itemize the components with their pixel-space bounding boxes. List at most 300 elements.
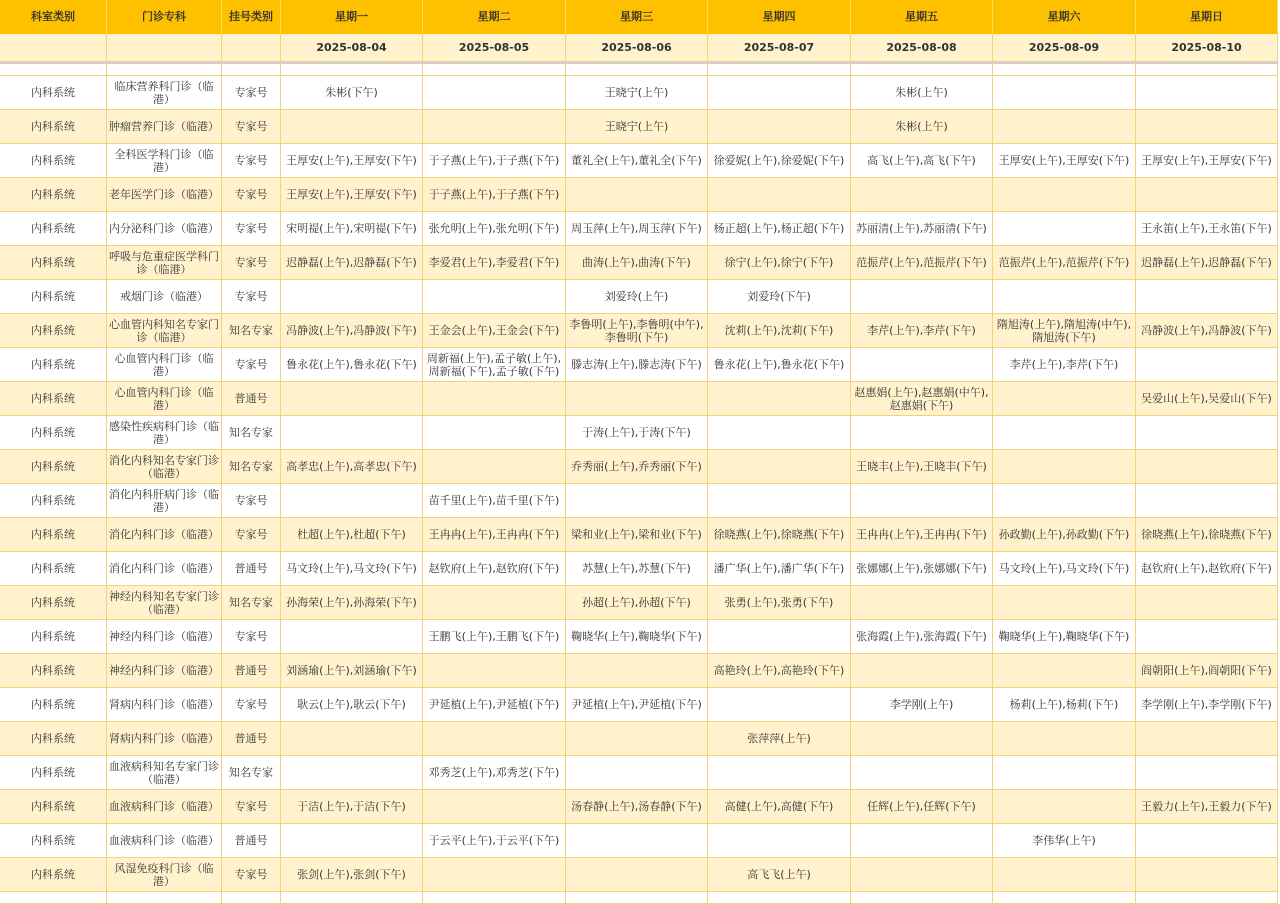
blank-row	[0, 892, 1278, 904]
date-sun: 2025-08-10	[1136, 34, 1278, 62]
schedule-cell-tue: 于云平(上午),于云平(下午)	[423, 824, 566, 858]
schedule-cell-tue: 王鹏飞(上午),王鹏飞(下午)	[423, 620, 566, 654]
table-row	[0, 484, 1278, 518]
schedule-cell-thu: 张勇(上午),张勇(下午)	[708, 586, 851, 620]
schedule-cell-sun: 赵钦府(上午),赵钦府(下午)	[1136, 552, 1278, 586]
schedule-cell-sat	[993, 790, 1136, 824]
clinic-cell: 消化内科知名专家门诊（临港）	[107, 450, 222, 484]
table-row	[0, 178, 1278, 212]
schedule-cell-fri: 朱彬(上午)	[851, 76, 993, 110]
schedule-cell-sat: 杨莉(上午),杨莉(下午)	[993, 688, 1136, 722]
schedule-cell-fri	[851, 824, 993, 858]
date-blank-cell	[0, 34, 107, 62]
blank-cell	[423, 892, 566, 904]
schedule-cell-thu	[708, 416, 851, 450]
header-thu: 星期四	[708, 0, 851, 34]
category-cell: 内科系统	[0, 484, 107, 518]
spacer-cell	[566, 62, 708, 76]
date-sat: 2025-08-09	[993, 34, 1136, 62]
schedule-cell-mon: 杜超(上午),杜超(下午)	[281, 518, 423, 552]
schedule-cell-mon: 鲁永花(上午),鲁永花(下午)	[281, 348, 423, 382]
schedule-cell-sun: 吴爱山(上午),吴爱山(下午)	[1136, 382, 1278, 416]
table-row	[0, 144, 1278, 178]
schedule-cell-tue	[423, 76, 566, 110]
schedule-cell-fri	[851, 484, 993, 518]
schedule-cell-sun	[1136, 178, 1278, 212]
schedule-cell-wed: 梁和业(上午),梁和业(下午)	[566, 518, 708, 552]
schedule-cell-sun	[1136, 348, 1278, 382]
blank-cell	[1136, 892, 1278, 904]
table-row	[0, 450, 1278, 484]
category-cell: 内科系统	[0, 688, 107, 722]
blank-cell	[993, 892, 1136, 904]
blank-cell	[851, 892, 993, 904]
header-sat: 星期六	[993, 0, 1136, 34]
schedule-cell-wed: 鞠晓华(上午),鞠晓华(下午)	[566, 620, 708, 654]
reg-type-cell: 专家号	[222, 246, 281, 280]
schedule-cell-fri	[851, 416, 993, 450]
schedule-cell-thu	[708, 110, 851, 144]
spacer-cell	[1136, 62, 1278, 76]
table-row	[0, 654, 1278, 688]
schedule-cell-thu: 高飞飞(上午)	[708, 858, 851, 892]
schedule-cell-sat	[993, 586, 1136, 620]
schedule-cell-mon	[281, 110, 423, 144]
schedule-cell-wed	[566, 178, 708, 212]
schedule-cell-wed: 滕志涛(上午),滕志涛(下午)	[566, 348, 708, 382]
schedule-cell-tue: 尹延植(上午),尹延植(下午)	[423, 688, 566, 722]
schedule-cell-fri	[851, 280, 993, 314]
schedule-cell-fri: 王冉冉(上午),王冉冉(下午)	[851, 518, 993, 552]
clinic-cell: 血液病科门诊（临港）	[107, 824, 222, 858]
table-row	[0, 722, 1278, 756]
spacer-cell	[281, 62, 423, 76]
schedule-cell-wed	[566, 382, 708, 416]
schedule-cell-fri: 高飞(上午),高飞(下午)	[851, 144, 993, 178]
schedule-cell-mon	[281, 722, 423, 756]
schedule-cell-thu: 刘爱玲(下午)	[708, 280, 851, 314]
schedule-cell-thu: 鲁永花(上午),鲁永花(下午)	[708, 348, 851, 382]
schedule-cell-thu: 沈莉(上午),沈莉(下午)	[708, 314, 851, 348]
schedule-cell-fri: 李学刚(上午)	[851, 688, 993, 722]
schedule-cell-sun	[1136, 756, 1278, 790]
blank-cell	[222, 892, 281, 904]
clinic-cell: 肿瘤营养门诊（临港）	[107, 110, 222, 144]
category-cell: 内科系统	[0, 382, 107, 416]
schedule-cell-tue	[423, 790, 566, 824]
blank-cell	[708, 892, 851, 904]
blank-cell	[566, 892, 708, 904]
schedule-cell-thu	[708, 620, 851, 654]
header-category: 科室类别	[0, 0, 107, 34]
schedule-cell-mon: 刘涵瑜(上午),刘涵瑜(下午)	[281, 654, 423, 688]
blank-cell	[0, 892, 107, 904]
schedule-cell-sat	[993, 416, 1136, 450]
category-cell: 内科系统	[0, 722, 107, 756]
schedule-cell-sun	[1136, 620, 1278, 654]
category-cell: 内科系统	[0, 110, 107, 144]
table-row	[0, 688, 1278, 722]
category-cell: 内科系统	[0, 552, 107, 586]
schedule-cell-mon	[281, 280, 423, 314]
schedule-cell-fri	[851, 722, 993, 756]
schedule-cell-sun: 王厚安(上午),王厚安(下午)	[1136, 144, 1278, 178]
date-fri: 2025-08-08	[851, 34, 993, 62]
schedule-cell-sat: 李芹(上午),李芹(下午)	[993, 348, 1136, 382]
schedule-cell-fri	[851, 348, 993, 382]
schedule-cell-wed: 周玉萍(上午),周玉萍(下午)	[566, 212, 708, 246]
schedule-cell-mon: 冯静波(上午),冯静波(下午)	[281, 314, 423, 348]
schedule-cell-thu: 潘广华(上午),潘广华(下午)	[708, 552, 851, 586]
header-tue: 星期二	[423, 0, 566, 34]
clinic-cell: 心血管内科门诊（临港）	[107, 348, 222, 382]
schedule-cell-fri	[851, 756, 993, 790]
spacer-cell	[222, 62, 281, 76]
category-cell: 内科系统	[0, 212, 107, 246]
schedule-cell-sat	[993, 756, 1136, 790]
schedule-cell-sun	[1136, 484, 1278, 518]
reg-type-cell: 专家号	[222, 518, 281, 552]
reg-type-cell: 普通号	[222, 824, 281, 858]
schedule-cell-wed: 李鲁明(上午),李鲁明(中午),李鲁明(下午)	[566, 314, 708, 348]
schedule-cell-mon	[281, 382, 423, 416]
schedule-cell-sat: 王厚安(上午),王厚安(下午)	[993, 144, 1136, 178]
schedule-cell-tue: 王冉冉(上午),王冉冉(下午)	[423, 518, 566, 552]
schedule-cell-sun	[1136, 280, 1278, 314]
table-row	[0, 586, 1278, 620]
header-clinic: 门诊专科	[107, 0, 222, 34]
schedule-cell-tue: 周新福(上午),孟子敏(上午),周新福(下午),孟子敏(下午)	[423, 348, 566, 382]
reg-type-cell: 专家号	[222, 858, 281, 892]
reg-type-cell: 普通号	[222, 654, 281, 688]
table-row	[0, 756, 1278, 790]
schedule-cell-fri: 张海霞(上午),张海霞(下午)	[851, 620, 993, 654]
reg-type-cell: 普通号	[222, 382, 281, 416]
schedule-cell-mon: 耿云(上午),耿云(下午)	[281, 688, 423, 722]
schedule-cell-sat	[993, 484, 1136, 518]
clinic-cell: 神经内科门诊（临港）	[107, 620, 222, 654]
spacer-cell	[0, 62, 107, 76]
schedule-cell-mon	[281, 824, 423, 858]
schedule-cell-mon: 王厚安(上午),王厚安(下午)	[281, 178, 423, 212]
table-row	[0, 76, 1278, 110]
schedule-cell-tue	[423, 382, 566, 416]
table-row	[0, 518, 1278, 552]
date-tue: 2025-08-05	[423, 34, 566, 62]
schedule-cell-tue	[423, 722, 566, 756]
header-row	[0, 0, 1278, 34]
spacer-cell	[107, 62, 222, 76]
schedule-cell-fri: 李芹(上午),李芹(下午)	[851, 314, 993, 348]
schedule-cell-wed: 王晓宁(上午)	[566, 110, 708, 144]
table-row	[0, 416, 1278, 450]
clinic-cell: 肾病内科门诊（临港）	[107, 688, 222, 722]
schedule-cell-fri	[851, 654, 993, 688]
schedule-cell-sat: 鞠晓华(上午),鞠晓华(下午)	[993, 620, 1136, 654]
schedule-cell-sat: 范振芹(上午),范振芹(下午)	[993, 246, 1136, 280]
table-row	[0, 246, 1278, 280]
table-row	[0, 280, 1278, 314]
schedule-cell-tue	[423, 858, 566, 892]
reg-type-cell: 专家号	[222, 790, 281, 824]
schedule-cell-fri: 王晓丰(上午),王晓丰(下午)	[851, 450, 993, 484]
schedule-cell-wed	[566, 756, 708, 790]
reg-type-cell: 知名专家	[222, 314, 281, 348]
reg-type-cell: 专家号	[222, 620, 281, 654]
reg-type-cell: 专家号	[222, 178, 281, 212]
schedule-cell-mon: 马文玲(上午),马文玲(下午)	[281, 552, 423, 586]
schedule-cell-fri: 苏丽清(上午),苏丽清(下午)	[851, 212, 993, 246]
clinic-cell: 神经内科门诊（临港）	[107, 654, 222, 688]
table-row	[0, 552, 1278, 586]
clinic-cell: 消化内科门诊（临港）	[107, 518, 222, 552]
clinic-cell: 戒烟门诊（临港）	[107, 280, 222, 314]
schedule-cell-thu	[708, 76, 851, 110]
table-row	[0, 348, 1278, 382]
schedule-cell-tue	[423, 280, 566, 314]
category-cell: 内科系统	[0, 280, 107, 314]
schedule-cell-sun: 徐晓燕(上午),徐晓燕(下午)	[1136, 518, 1278, 552]
schedule-cell-mon	[281, 416, 423, 450]
spacer-cell	[708, 62, 851, 76]
schedule-cell-fri: 赵惠娟(上午),赵惠娟(中午),赵惠娟(下午)	[851, 382, 993, 416]
header-reg-type: 挂号类别	[222, 0, 281, 34]
clinic-cell: 心血管内科知名专家门诊（临港）	[107, 314, 222, 348]
schedule-cell-fri: 任辉(上午),任辉(下午)	[851, 790, 993, 824]
spacer-cell	[851, 62, 993, 76]
blank-cell	[107, 892, 222, 904]
header-sun: 星期日	[1136, 0, 1278, 34]
schedule-cell-sun: 冯静波(上午),冯静波(下午)	[1136, 314, 1278, 348]
schedule-cell-thu: 高健(上午),高健(下午)	[708, 790, 851, 824]
clinic-cell: 感染性疾病科门诊（临港）	[107, 416, 222, 450]
schedule-cell-thu	[708, 688, 851, 722]
schedule-cell-sat: 马文玲(上午),马文玲(下午)	[993, 552, 1136, 586]
schedule-cell-mon: 王厚安(上午),王厚安(下午)	[281, 144, 423, 178]
schedule-cell-tue	[423, 586, 566, 620]
schedule-cell-thu	[708, 450, 851, 484]
schedule-cell-thu	[708, 382, 851, 416]
schedule-cell-thu	[708, 178, 851, 212]
schedule-cell-sun: 王毅力(上午),王毅力(下午)	[1136, 790, 1278, 824]
schedule-cell-wed	[566, 484, 708, 518]
schedule-cell-mon: 宋明禔(上午),宋明禔(下午)	[281, 212, 423, 246]
schedule-cell-sat	[993, 382, 1136, 416]
schedule-cell-tue: 苗千里(上午),苗千里(下午)	[423, 484, 566, 518]
category-cell: 内科系统	[0, 76, 107, 110]
schedule-cell-fri	[851, 178, 993, 212]
schedule-cell-wed	[566, 722, 708, 756]
reg-type-cell: 专家号	[222, 212, 281, 246]
schedule-cell-sat	[993, 858, 1136, 892]
reg-type-cell: 知名专家	[222, 416, 281, 450]
schedule-cell-tue	[423, 416, 566, 450]
reg-type-cell: 知名专家	[222, 450, 281, 484]
schedule-cell-mon	[281, 484, 423, 518]
schedule-cell-wed: 刘爱玲(上午)	[566, 280, 708, 314]
schedule-cell-tue: 张允明(上午),张允明(下午)	[423, 212, 566, 246]
schedule-cell-sun: 李学刚(上午),李学刚(下午)	[1136, 688, 1278, 722]
schedule-cell-sat: 隋旭涛(上午),隋旭涛(中午),隋旭涛(下午)	[993, 314, 1136, 348]
schedule-cell-sat	[993, 212, 1136, 246]
date-blank-cell	[222, 34, 281, 62]
reg-type-cell: 普通号	[222, 722, 281, 756]
schedule-cell-thu: 杨正超(上午),杨正超(下午)	[708, 212, 851, 246]
date-wed: 2025-08-06	[566, 34, 708, 62]
schedule-cell-sun	[1136, 824, 1278, 858]
schedule-cell-sun	[1136, 586, 1278, 620]
reg-type-cell: 知名专家	[222, 756, 281, 790]
table-row	[0, 212, 1278, 246]
schedule-cell-sun: 阎朝阳(上午),阎朝阳(下午)	[1136, 654, 1278, 688]
header-mon: 星期一	[281, 0, 423, 34]
table-row	[0, 824, 1278, 858]
category-cell: 内科系统	[0, 654, 107, 688]
schedule-cell-mon: 于洁(上午),于洁(下午)	[281, 790, 423, 824]
schedule-cell-sat	[993, 280, 1136, 314]
schedule-cell-sun: 迟静磊(上午),迟静磊(下午)	[1136, 246, 1278, 280]
reg-type-cell: 专家号	[222, 110, 281, 144]
category-cell: 内科系统	[0, 348, 107, 382]
category-cell: 内科系统	[0, 518, 107, 552]
clinic-cell: 内分泌科门诊（临港）	[107, 212, 222, 246]
clinic-cell: 消化内科肝病门诊（临港）	[107, 484, 222, 518]
category-cell: 内科系统	[0, 144, 107, 178]
schedule-cell-fri	[851, 858, 993, 892]
clinic-cell: 老年医学门诊（临港）	[107, 178, 222, 212]
schedule-cell-mon	[281, 620, 423, 654]
schedule-cell-sat	[993, 722, 1136, 756]
clinic-cell: 血液病科知名专家门诊（临港）	[107, 756, 222, 790]
schedule-cell-wed: 苏慧(上午),苏慧(下午)	[566, 552, 708, 586]
table-row	[0, 790, 1278, 824]
schedule-cell-tue: 于子燕(上午),于子燕(下午)	[423, 178, 566, 212]
clinic-cell: 风湿免疫科门诊（临港）	[107, 858, 222, 892]
date-mon: 2025-08-04	[281, 34, 423, 62]
schedule-cell-tue	[423, 654, 566, 688]
schedule-cell-tue: 邓秀芝(上午),邓秀芝(下午)	[423, 756, 566, 790]
spacer-row	[0, 62, 1278, 76]
header-wed: 星期三	[566, 0, 708, 34]
category-cell: 内科系统	[0, 178, 107, 212]
category-cell: 内科系统	[0, 450, 107, 484]
schedule-cell-mon: 孙海荣(上午),孙海荣(下午)	[281, 586, 423, 620]
schedule-cell-tue: 李爱君(上午),李爱君(下午)	[423, 246, 566, 280]
clinic-cell: 全科医学科门诊（临港）	[107, 144, 222, 178]
schedule-cell-thu	[708, 756, 851, 790]
schedule-cell-sat: 李伟华(上午)	[993, 824, 1136, 858]
schedule-cell-fri: 朱彬(上午)	[851, 110, 993, 144]
category-cell: 内科系统	[0, 824, 107, 858]
schedule-cell-thu	[708, 484, 851, 518]
schedule-cell-fri	[851, 586, 993, 620]
clinic-cell: 心血管内科门诊（临港）	[107, 382, 222, 416]
schedule-cell-wed	[566, 858, 708, 892]
date-thu: 2025-08-07	[708, 34, 851, 62]
schedule-cell-wed: 董礼全(上午),董礼全(下午)	[566, 144, 708, 178]
schedule-cell-sun	[1136, 416, 1278, 450]
table-row	[0, 110, 1278, 144]
spacer-cell	[423, 62, 566, 76]
category-cell: 内科系统	[0, 416, 107, 450]
category-cell: 内科系统	[0, 756, 107, 790]
table-row	[0, 314, 1278, 348]
table-row	[0, 620, 1278, 654]
schedule-cell-sat	[993, 110, 1136, 144]
schedule-cell-sun	[1136, 76, 1278, 110]
schedule-cell-sat	[993, 76, 1136, 110]
schedule-cell-mon	[281, 756, 423, 790]
category-cell: 内科系统	[0, 790, 107, 824]
clinic-cell: 呼吸与危重症医学科门诊（临港）	[107, 246, 222, 280]
reg-type-cell: 普通号	[222, 552, 281, 586]
schedule-cell-thu: 徐宁(上午),徐宁(下午)	[708, 246, 851, 280]
category-cell: 内科系统	[0, 314, 107, 348]
table-row	[0, 858, 1278, 892]
schedule-cell-mon: 迟静磊(上午),迟静磊(下午)	[281, 246, 423, 280]
schedule-cell-tue	[423, 110, 566, 144]
schedule-cell-sun: 王永笛(上午),王永笛(下午)	[1136, 212, 1278, 246]
schedule-cell-sat	[993, 654, 1136, 688]
schedule-cell-sun	[1136, 110, 1278, 144]
schedule-cell-thu: 徐晓燕(上午),徐晓燕(下午)	[708, 518, 851, 552]
schedule-cell-tue: 王金会(上午),王金会(下午)	[423, 314, 566, 348]
reg-type-cell: 专家号	[222, 484, 281, 518]
schedule-body	[0, 76, 1278, 892]
reg-type-cell: 专家号	[222, 76, 281, 110]
schedule-cell-wed: 于涛(上午),于涛(下午)	[566, 416, 708, 450]
clinic-cell: 临床营养科门诊（临港）	[107, 76, 222, 110]
schedule-cell-wed: 曲涛(上午),曲涛(下午)	[566, 246, 708, 280]
table-row	[0, 382, 1278, 416]
category-cell: 内科系统	[0, 246, 107, 280]
schedule-cell-wed	[566, 824, 708, 858]
schedule-cell-mon: 高孝忠(上午),高孝忠(下午)	[281, 450, 423, 484]
category-cell: 内科系统	[0, 620, 107, 654]
category-cell: 内科系统	[0, 858, 107, 892]
schedule-cell-sun	[1136, 858, 1278, 892]
header-fri: 星期五	[851, 0, 993, 34]
schedule-cell-tue	[423, 450, 566, 484]
schedule-cell-mon: 朱彬(下午)	[281, 76, 423, 110]
schedule-cell-wed: 乔秀丽(上午),乔秀丽(下午)	[566, 450, 708, 484]
schedule-cell-thu: 张萍萍(上午)	[708, 722, 851, 756]
clinic-cell: 肾病内科门诊（临港）	[107, 722, 222, 756]
schedule-cell-sat	[993, 178, 1136, 212]
schedule-cell-fri: 范振芹(上午),范振芹(下午)	[851, 246, 993, 280]
schedule-cell-thu: 徐爱妮(上午),徐爱妮(下午)	[708, 144, 851, 178]
schedule-cell-fri: 张娜娜(上午),张娜娜(下午)	[851, 552, 993, 586]
schedule-cell-wed: 王晓宁(上午)	[566, 76, 708, 110]
schedule-cell-wed: 汤春静(上午),汤春静(下午)	[566, 790, 708, 824]
reg-type-cell: 专家号	[222, 348, 281, 382]
schedule-cell-sun	[1136, 722, 1278, 756]
spacer-cell	[993, 62, 1136, 76]
category-cell: 内科系统	[0, 586, 107, 620]
clinic-cell: 消化内科门诊（临港）	[107, 552, 222, 586]
clinic-cell: 神经内科知名专家门诊（临港）	[107, 586, 222, 620]
schedule-cell-tue: 于子燕(上午),于子燕(下午)	[423, 144, 566, 178]
schedule-cell-sat	[993, 450, 1136, 484]
schedule-cell-thu	[708, 824, 851, 858]
reg-type-cell: 专家号	[222, 280, 281, 314]
schedule-cell-sat: 孙政勤(上午),孙政勤(下午)	[993, 518, 1136, 552]
schedule-cell-wed: 孙超(上午),孙超(下午)	[566, 586, 708, 620]
schedule-cell-mon: 张剑(上午),张剑(下午)	[281, 858, 423, 892]
schedule-cell-tue: 赵钦府(上午),赵钦府(下午)	[423, 552, 566, 586]
schedule-cell-sun	[1136, 450, 1278, 484]
schedule-cell-wed: 尹延植(上午),尹延植(下午)	[566, 688, 708, 722]
